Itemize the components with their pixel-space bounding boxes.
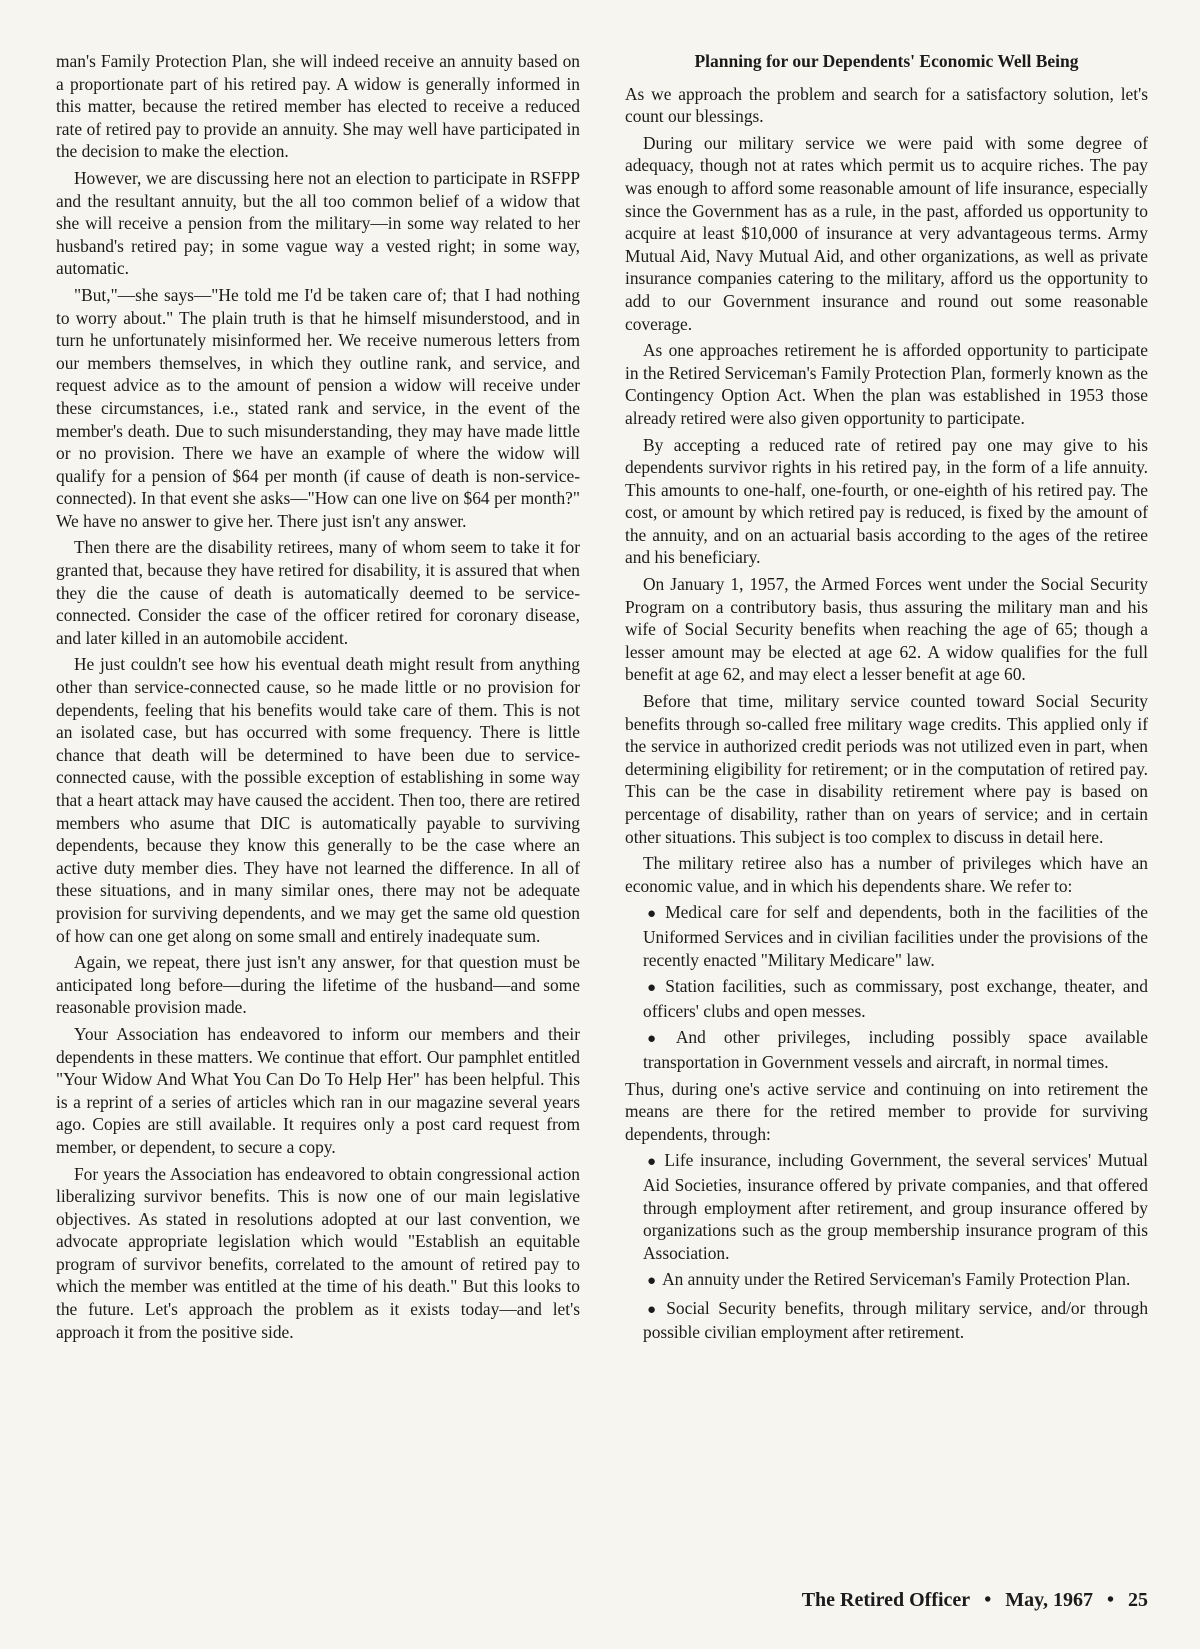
- bullet-dot-icon: ●: [647, 1031, 670, 1048]
- bullet-item: [625, 901, 1148, 971]
- bullet-dot-icon: ●: [647, 1301, 661, 1318]
- paragraph: As one approaches retirement he is afforded opportunity to participate in the Retired Serviceman's Family Protection Plan, formerly known as the Contingency Option Act. When the plan was established in 1953 those already retired were also given opportunity to participate.: [625, 340, 1148, 428]
- bullet-item: [625, 1268, 1148, 1293]
- paragraph: Before that time, military service counted toward Social Security benefits through so-called free military wage credits. This applied only if the service in authorized credit periods was not utilized even in part, when determining eligibility for retirement; or in the computation of retired pay. This can be the case in disability retirement where pay is based on percentage of disability, rather than on years of service; and in certain other situations. This subject is too complex to discuss in detail here.: [625, 691, 1148, 847]
- section-heading: Planning for our Dependents' Economic Well Being: [694, 51, 1079, 71]
- bullet-item: [625, 1026, 1148, 1073]
- paragraph: During our military service we were paid with some degree of adequacy, though not at rates which permit us to acquire riches. The pay was enough to afford some reasonable amount of life insurance, especially since the Government has as a rule, in the past, afforded us opportunity to acquire at least $10,000 of insurance at very advantageous terms. Army Mutual Aid, Navy Mutual Aid, and other organizations, as well as private insurance companies catering to the military, afford us the opportunity to add to our Government insurance and round out some reasonable coverage.: [625, 132, 1148, 334]
- paragraph: "But,"—she says—"He told me I'd be taken care of; that I had nothing to worry about." The plain truth is that he himself misunderstood, and in turn he unfortunately misinformed her. We receive numerous letters from our members themselves, in which they outline rank, and service, and request advice as to the amount of pension a widow will receive under these circumstances, i.e., stated rank and service, in the event of the member's death. Due to such misunderstanding, they may have made little or no provision. There we have an example of where the widow will qualify for a pension of $64 per month (if cause of death is non-service-connected). In that event she asks—"How can one live on $64 per month?" We have no answer to give her. There just isn't any answer.: [56, 284, 580, 531]
- bullet-text: And other privileges, including possibly space available transportation in Government vessels and aircraft, in normal times.: [643, 1027, 1149, 1072]
- bullet-item: [625, 975, 1148, 1022]
- bullet-dot-icon: ●: [647, 906, 660, 923]
- bullet-item: [625, 1149, 1148, 1264]
- bullet-text: An annuity under the Retired Serviceman's Family Protection Plan.: [662, 1269, 1131, 1290]
- bullet-dot-icon: ●: [647, 980, 660, 997]
- page-footer: [802, 1589, 1148, 1612]
- paragraph: Again, we repeat, there just isn't any answer, for that question must be anticipated long before—during the lifetime of the husband—and some reasonable provision made.: [56, 952, 580, 1018]
- bullet-text: Social Security benefits, through military service, and/or through possible civilian employment after retirement.: [643, 1297, 1149, 1343]
- left-column: [56, 50, 580, 1347]
- paragraph: For years the Association has endeavored to obtain congressional action liberalizing survivor benefits. This is now one of our main legislative objectives. As stated in resolutions adopted at our last convention, we advocate appropriate legislation which would "Establish an equitable program of survivor benefits, correlated to the amount of retired pay to which the member was entitled at the time of his death." But this looks to the future. Let's approach the problem as it exists today—and let's approach it from the positive side.: [56, 1163, 580, 1342]
- paragraph: On January 1, 1957, the Armed Forces went under the Social Security Program on a contributory basis, thus assuring the military man and his wife of Social Security benefits when reaching the age of 65; though a lesser amount may be elected at age 62. A widow qualifies for the full benefit at age 62, and may elect a lesser benefit at age 60.: [625, 574, 1148, 685]
- paragraph: He just couldn't see how his eventual death might result from anything other than service-connected cause, so he made little or no provision for dependents, feeling that his benefits would take care of them. This is not an isolated case, but has occurred with some frequency. There is little chance that death will be determined to have been due to service-connected cause, with the possible exception of establishing in some way that a heart attack may have caused the accident. Then too, there are retired members who asume that DIC is automatically payable to surviving dependents, because they know this generally to be the case where an active duty member dies. They have not learned the difference. In all of these situations, and in many similar ones, there may not be adequate provision for surviving dependents, and we may get the same old question of how can one get along on some small and entirely inadequate sum.: [56, 654, 580, 946]
- paragraph: Then there are the disability retirees, many of whom seem to take it for granted that, because they have retired for disability, it is assured that when they die the cause of death is automatically deemed to be service-connected. Consider the case of the officer retired for coronary disease, and later killed in an automobile accident.: [56, 537, 580, 648]
- paragraph: Your Association has endeavored to inform our members and their dependents in these matters. We continue that effort. Our pamphlet entitled "Your Widow And What You Can Do To Help Her" has been helpful. This is a reprint of a series of articles which ran in our magazine several years ago. Copies are still available. It requires only a post card request from member, or dependent, to secure a copy.: [56, 1023, 580, 1157]
- page-number: 25: [1128, 1589, 1148, 1611]
- right-column: [625, 50, 1148, 1348]
- paragraph: However, we are discussing here not an election to participate in RSFPP and the resultant annuity, but the all too common belief of a widow that she will receive a pension from the military—in some way related to her husband's retired pay; in some vague way a vested right; in some way, automatic.: [56, 167, 580, 279]
- issue-date: May, 1967: [1005, 1589, 1093, 1611]
- paragraph: As we approach the problem and search for a satisfactory solution, let's count our blessings.: [625, 83, 1148, 127]
- footer-separator: •: [984, 1589, 992, 1611]
- bullet-item: [625, 1297, 1148, 1344]
- paragraph: By accepting a reduced rate of retired pay one may give to his dependents survivor rights in his retired pay, in the form of a life annuity. This amounts to one-half, one-fourth, or one-eighth of his retired pay. The cost, or amount by which retired pay is reduced, is fixed by the amount of the annuity, and on an actuarial basis according to the ages of the retiree and his beneficiary.: [625, 434, 1148, 568]
- bullet-dot-icon: ●: [647, 1273, 657, 1290]
- bullet-dot-icon: ●: [647, 1154, 659, 1171]
- paragraph: Thus, during one's active service and continuing on into retirement the means are there for the retired member to provide for surviving dependents, through:: [625, 1078, 1148, 1144]
- paragraph: man's Family Protection Plan, she will indeed receive an annuity based on a proportionate part of his retired pay. A widow is generally informed in this matter, because the retired member has elected to receive a reduced rate of retired pay to provide an annuity. She may well have participated in the decision to make the election.: [56, 51, 580, 162]
- footer-separator: •: [1106, 1589, 1114, 1611]
- bullet-text: Station facilities, such as commissary, post exchange, theater, and officers' clubs and open messes.: [643, 976, 1148, 1021]
- publication-name: The Retired Officer: [801, 1589, 971, 1611]
- paragraph: The military retiree also has a number of privileges which have an economic value, and in which his dependents share. We refer to:: [625, 853, 1148, 896]
- bullet-text: Medical care for self and dependents, both in the facilities of the Uniformed Services and in civilian facilities under the provisions of the recently enacted "Military Medicare" law.: [643, 902, 1149, 970]
- bullet-text: Life insurance, including Government, the several services' Mutual Aid Societies, insurance offered by private companies, and that offered through employment after retirement, and group insurance offered by organizations such as the group membership insurance program of this Association.: [643, 1150, 1148, 1263]
